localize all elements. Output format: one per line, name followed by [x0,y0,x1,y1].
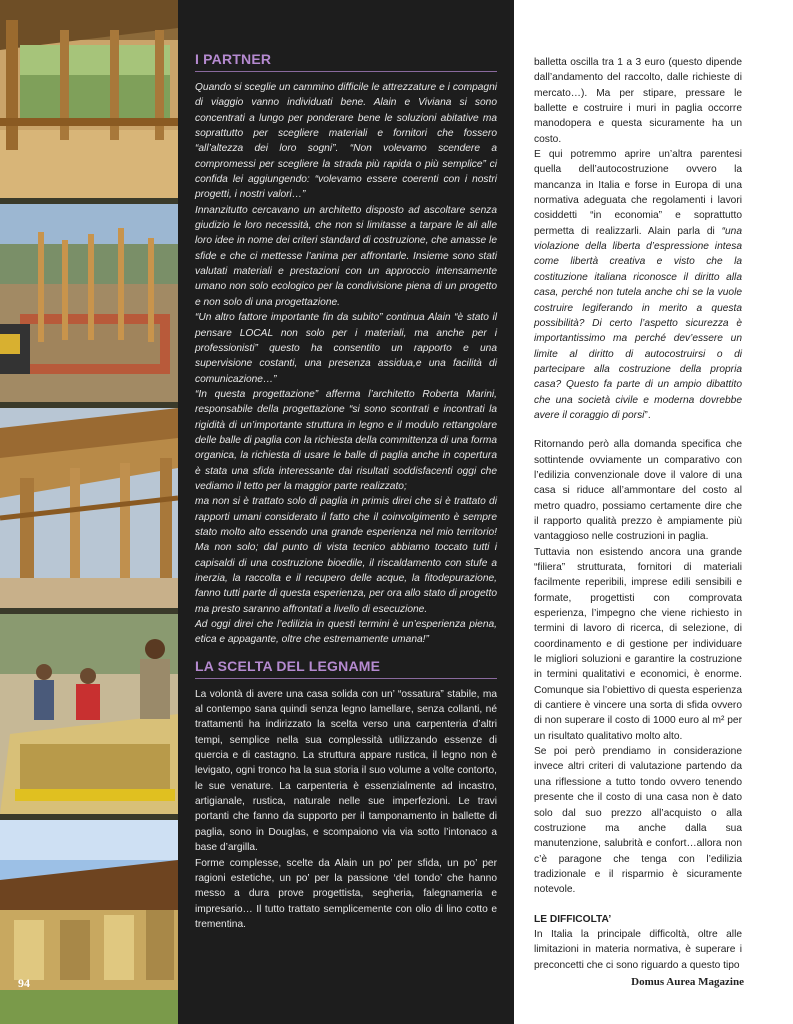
right-paragraph-mixed [534,147,742,423]
right-italic-quote: “una violazione della liberta d’espressione intesa come libertà creativa e visto che la costituzione italiana riconosce il diritto alla casa, perché non tutela anche chi se la vuole costruire legiferando in merito a questa possibilità? Di certo l’aspetto sicurezza è importantissimo ma perché dev’essere un limite al diritto di autocostruirsi o di partecipare alla costruzione della propria casa? Questo fa parte di un ampio dibattito che una società civile e moderna dovrebbe avere il coraggio di porsi [534,225,742,421]
right-paragraph: Tuttavia non esistendo ancora una grande “filiera” strutturata, fornitori di materiali facilmente reperibili, imprese edili sensibili e formate, progettisti con comprovata esperienza, l’impegno che viene richiesto in termini di lavoro di ricerca, di selezione, di coordinamento e di gestione per individuare le migliori soluzioni e garantire la costruzione in termini qualitativi e economici, è enorme. Comunque sia l’obiettivo di questa esperienza di cantiere è vincere una sorta di sfida ovvero di non superare il costo di 1000 euro al m² per un risultato qualitativo molto alto. [534,546,742,742]
partner-paragraph: “Un altro fattore importante fin da subito” continua Alain “è stato il pensare LOCAL non solo per i materiali, ma anche per i professionisti” questo ha consentito un rapporto e una supervisione costanti, una presenza assidua,e una facilità di comunicazione…” [195,312,497,385]
right-paragraph: In Italia la principale difficoltà, oltre alle limitazioni in materia normativa, è superare i preconcetti che ci sono riguardo a questo tipo [534,928,742,971]
photo-round-timber-frame [0,0,178,198]
right-plain-span: ”. [644,409,651,421]
photo-strip [0,0,178,1024]
partner-paragraph: Quando si sceglie un cammino difficile le attrezzature e i compagni di viaggio vanno individuati bene. Alain e Viviana si sono concentrati a lungo per ponderare bene le soluzioni abitative ma soprattutto per scegliere materiali e fornitori che fossero “all’altezza dei loro sogni”. “Non volevamo scendere a compromessi per scegliere la strada più rapida o più semplice” ci confida lei aggiungendo: “volevamo essere coerenti con i nostri progetti, i nostri valori…” [195,82,497,201]
right-paragraph: Se poi però prendiamo in considerazione invece altri criteri di valutazione partendo da una riflessione a tutto tondo ovvero tenendo presente che il costo di una casa non è dato solo dal suo prezzo all’acquisto o alla costruzione ma anche dalla sua manutenzione, salubrità e confort…allora non c’è paragone che tenga con l’edilizia tradizionale e il risparmio è sicuramente notevole. [534,746,742,896]
partner-paragraph: “In questa progettazione” afferma l’architetto Roberta Marini, responsabile della progettazione “si sono scontrati e incontrati la rigidità di un’importante struttura in legno e il modulo rettangolare delle balle di paglia con la richiesta della committenza di una forma organica, la richiesta di usare le balle di paglia anche in copertura è stata una sfida interessante dai risultati soddisfacenti oggi che vediamo il tetto per la maggior parte realizzato; [195,388,497,492]
legname-text [195,687,497,933]
partner-paragraph: Ad oggi direi che l’edilizia in questi termini è un’esperienza piena, etica e appagante, oltre che estremamente umana!” [195,619,497,646]
partner-paragraph: Innanzitutto cercavano un architetto disposto ad ascoltare senza giudizio le loro necessità, che non si limitasse a tarpare le ali alle loro idee in nome dei criteri standard di costruzione, che amasse le sfide e che ci mettesse l’anima per affrontarle. Insieme sono stati valutati materiali e prestazioni con un approccio intensamente umano non solo ecologico per la condivisione piena di un progetto e non solo di una progettazione. [195,204,497,308]
magazine-name: Domus Aurea Magazine [631,976,744,988]
photo-people-straw-bales [0,614,178,814]
paragraph-gap [534,898,742,912]
partner-heading: I PARTNER [195,50,497,72]
right-text-column [534,55,742,973]
right-paragraph: balletta oscilla tra 1 a 3 euro (questo dipende dall’andamento del raccolto, dalle richieste di mercato…). Ma per stipare, pressare le ballette e costruire i muri in paglia occorre manodopera e questa sicuramente ha un costo. [534,57,742,145]
photo-timber-roof-structure [0,408,178,608]
partner-text [195,80,497,648]
page-number: 94 [18,976,30,990]
right-plain-span: E qui potremmo aprire un’altra parentesi quella dell’autocostruzione ovvero la mancanza in Italia e forse in Europa di una normativa adeguata che regolamenti i lavori cosiddetti “in economia” e soprattutto permetta di realizzarli. Alain parla di [534,149,742,237]
legname-heading: LA SCELTA DEL LEGNAME [195,657,497,679]
photo-straw-bale-walls [0,820,178,1024]
photo-foundation-posts [0,204,178,402]
right-paragraph: Ritornando però alla domanda specifica che sottintende ovviamente un comparativo con l’edilizia convenzionale dove il valore di una casa si riduce all’ammontare del costo al metro quadro, possiamo certamente dire che il rapporto qualità prezzo è ampiamente più vantaggioso nelle costruzioni in paglia. [534,439,742,543]
partner-paragraph: ma non si è trattato solo di paglia in primis direi che si è trattato di rapporti umani considerato il fatto che il coinvolgimento è sempre stato molto alto essendo una grande esperienza nel mio territorio! Ma non solo; dal punto di vista tecnico abbiamo toccato tutti i capisaldi di una costruzione bioedile, il riscaldamento con stufe a inerzia, la raccolta e il recupero delle acque, la fitodepurazione, fanno tutti parte di questa esperienza, per ora allo stato di progetto ma presto saranno affrontati a livello di esecuzione. [195,496,497,615]
difficolta-heading: LE DIFFICOLTA’ [534,913,612,925]
legname-paragraph: Forme complesse, scelte da Alain un po’ per sfida, un po’ per ragioni estetiche, un po’ per la passione ‘del tondo’ che hanno messo a dura prove progettista, segheria, falegnameria e impresario… Il tutto trattato semplicemente con olio di lino cotto e trementina. [195,857,497,930]
legname-paragraph: La volontà di avere una casa solida con un’ “ossatura” stabile, ma al contempo sana quindi senza legno lamellare, senza collanti, né trattamenti ha indirizzato la scelta verso una carpenteria d’altri tempi, semplice nella sua complessità utilizzando essenze di quercia e di castagno. La struttura appare rustica, il legno non è levigato, ogni tronco ha la sua storia il suo volume a volte contorto, le sue venature. La carpenteria è essenzialmente ad incastro, artigianale, rustica, naturale nelle sue imperfezioni. Le travi portanti che fanno da supporto per il tamponamento in ballette di paglia, sono in Douglas, e scompaiono via via sotto l’intonaco a base d’argilla. [195,688,497,854]
dark-text-column [178,0,514,1024]
paragraph-gap [534,423,742,437]
